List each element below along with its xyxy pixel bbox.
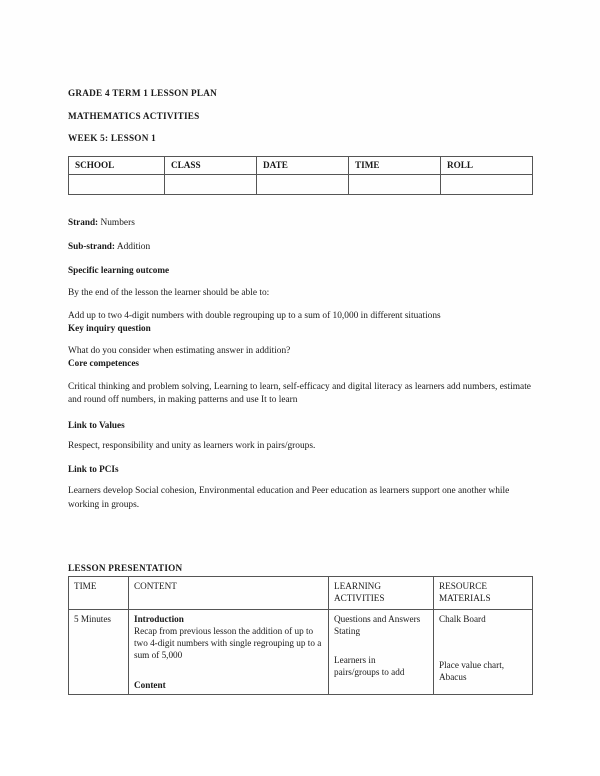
lp-content-heading-secondary: Content xyxy=(134,679,166,690)
link-to-pcis-heading: Link to PCIs xyxy=(68,464,119,475)
info-header-date: DATE xyxy=(257,156,349,174)
core-competences-text: Critical thinking and problem solving, Learning to learn, self-efficacy and digital literacy as learners add numbers, estimate and round off numbers, in making patterns and use It to learn xyxy=(68,381,531,406)
lp-header-learning-activities xyxy=(329,577,434,610)
link-to-values-text: Respect, responsibility and unity as learners work in pairs/groups. xyxy=(68,441,316,452)
core-competences-heading: Core competences xyxy=(68,358,140,369)
substrand-line xyxy=(68,241,532,253)
info-value-roll[interactable] xyxy=(441,174,533,194)
lp-cell-content xyxy=(129,610,329,695)
lp-activities-line3: Learners in xyxy=(334,655,376,666)
specific-learning-outcome-heading: Specific learning outcome xyxy=(68,264,170,275)
info-header-class: CLASS xyxy=(165,156,257,174)
lp-activities-line2: Stating xyxy=(334,626,361,637)
page-bottom-clip xyxy=(0,700,600,776)
lp-header-time: TIME xyxy=(69,577,129,610)
link-to-values-heading: Link to Values xyxy=(68,420,125,430)
document-title-line-1: GRADE 4 TERM 1 LESSON PLAN xyxy=(68,88,218,98)
lp-resources-spacer-2 xyxy=(439,642,527,659)
lp-header-resource-materials: RESOURCE MATERIALS xyxy=(434,577,533,610)
lp-cell-resources xyxy=(434,610,533,695)
lp-activities-line4: pairs/groups to add xyxy=(334,667,405,678)
lp-header-learning-activities-line2: ACTIVITIES xyxy=(334,593,385,604)
info-value-school[interactable] xyxy=(69,174,165,194)
lp-cell-time: 5 Minutes xyxy=(69,610,129,695)
table-row xyxy=(69,610,533,695)
lesson-presentation-title: LESSON PRESENTATION xyxy=(68,563,183,573)
info-header-school: SCHOOL xyxy=(69,156,165,174)
lp-cell-activities xyxy=(329,610,434,695)
link-to-pcis-text: Learners develop Social cohesion, Environmental education and Peer education as learners support one another while working in groups. xyxy=(68,486,510,510)
lp-header-content: CONTENT xyxy=(129,577,329,610)
lp-content-body: Recap from previous lesson the addition of up to two 4-digit numbers with single regrouping up to a sum of 5,000 xyxy=(134,626,322,661)
school-info-table xyxy=(68,156,533,195)
outcome-intro-text: By the end of the lesson the learner should be able to: xyxy=(68,287,270,298)
lesson-presentation-section xyxy=(68,563,532,695)
lp-resources-secondary: Place value chart, Abacus xyxy=(439,660,505,683)
key-inquiry-question-text: What do you consider when estimating answer in addition? xyxy=(68,345,291,356)
lp-activities-spacer xyxy=(334,637,428,654)
lp-content-spacer xyxy=(134,662,323,679)
substrand-value: Addition xyxy=(116,241,151,252)
key-inquiry-question-heading: Key inquiry question xyxy=(68,323,151,334)
table-row-values xyxy=(69,174,533,194)
strand-value: Numbers xyxy=(100,217,135,228)
table-row-headers xyxy=(69,156,533,174)
substrand-label: Sub-strand: xyxy=(68,240,115,251)
document-title-line-2: MATHEMATICS ACTIVITIES xyxy=(68,110,200,121)
table-row-headers xyxy=(69,577,533,610)
info-value-time[interactable] xyxy=(349,174,441,194)
lp-header-learning-activities-line1: LEARNING xyxy=(334,581,381,591)
info-header-roll: ROLL xyxy=(441,156,533,174)
info-value-class[interactable] xyxy=(165,174,257,194)
document-body xyxy=(68,88,532,524)
document-title-line-3: WEEK 5: LESSON 1 xyxy=(68,133,156,144)
strand-label: Strand: xyxy=(68,216,99,227)
strand-line xyxy=(68,217,532,229)
lesson-presentation-table xyxy=(68,576,533,695)
outcome-text: Add up to two 4-digit numbers with double regrouping up to a sum of 10,000 in different situations xyxy=(68,310,441,321)
lp-resources-spacer xyxy=(439,625,527,642)
lp-activities-line1: Questions and Answers xyxy=(334,614,421,624)
lp-resources-primary: Chalk Board xyxy=(439,614,486,624)
lp-content-heading: Introduction xyxy=(134,614,184,624)
info-value-date[interactable] xyxy=(257,174,349,194)
info-header-time: TIME xyxy=(349,156,441,174)
